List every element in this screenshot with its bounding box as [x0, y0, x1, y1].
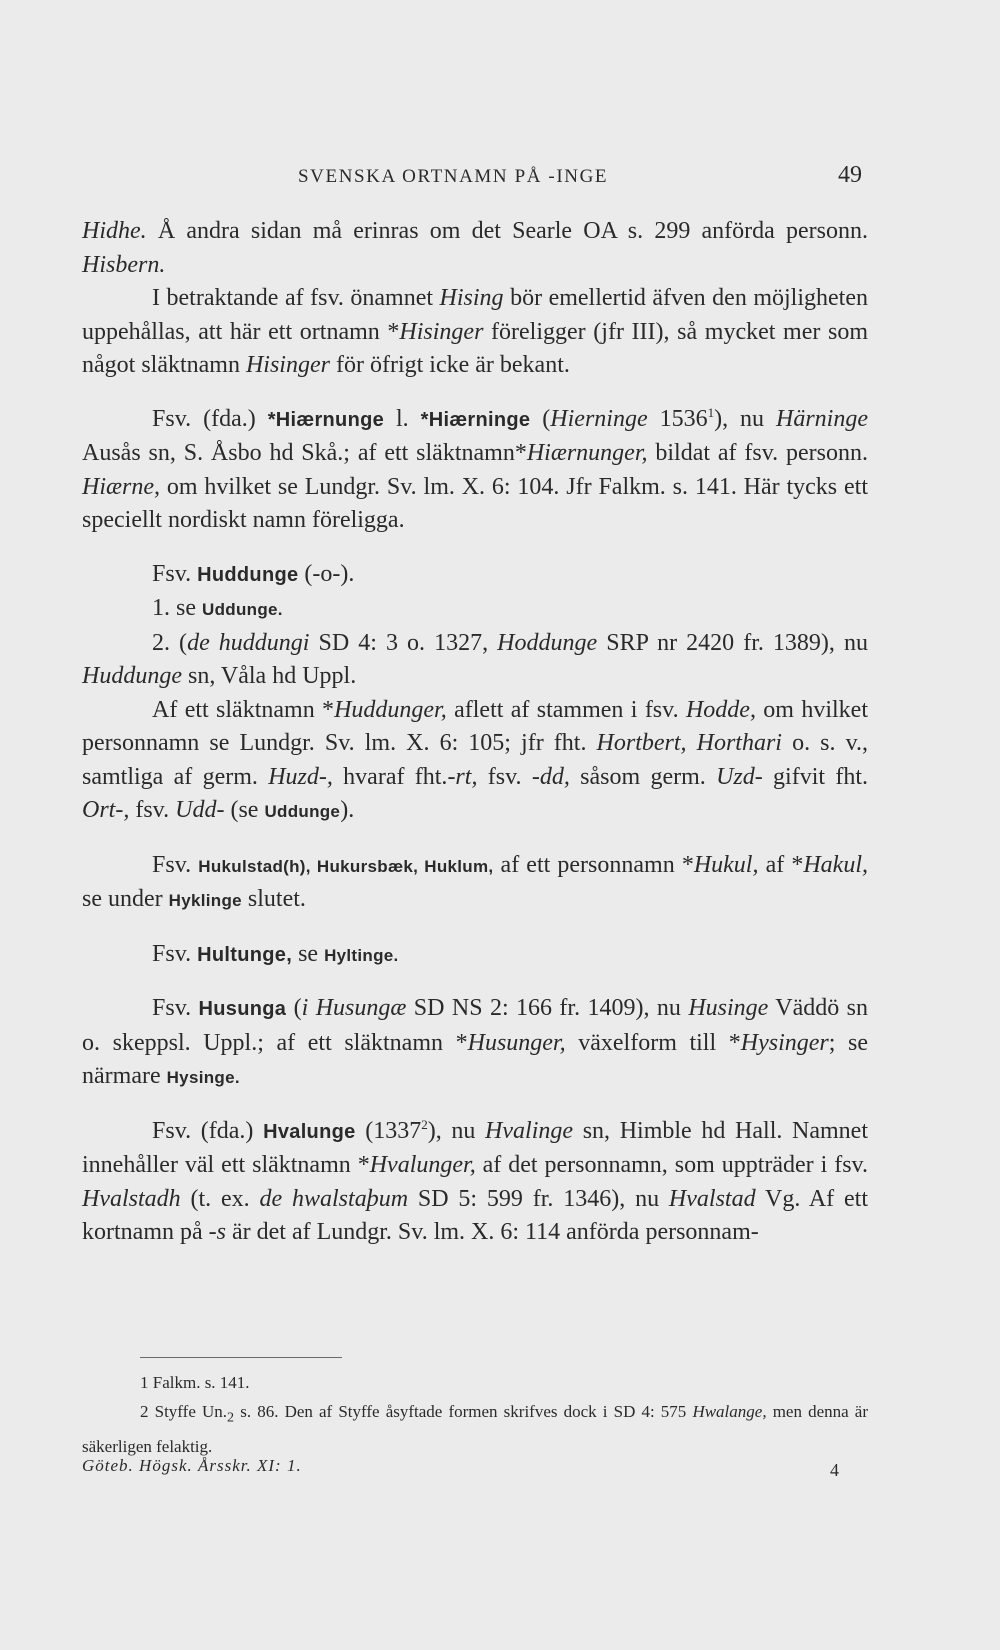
italic-term: Hysinger — [740, 1029, 829, 1056]
text-run: ; se närmare — [82, 1029, 869, 1089]
footnote-ref[interactable]: 1 — [707, 404, 715, 420]
text-run: (-o-). — [298, 560, 355, 587]
text-run: s. 86. Den af Styffe åsyftade formen skrifves dock i SD 4: 575 — [234, 1402, 693, 1421]
text-run: Fsv. — [152, 995, 199, 1021]
page-number: 49 — [838, 162, 862, 188]
entry-huddunge-2 — [82, 627, 868, 694]
paragraph-hising — [82, 282, 868, 383]
text-run: af ett personnamn * — [493, 851, 694, 878]
italic-term: de hwalstaþum — [259, 1185, 409, 1212]
text-run: för öfrigt icke är bekant. — [329, 352, 570, 378]
text-run: ( — [286, 995, 302, 1021]
footnote-rule — [140, 1357, 342, 1358]
text-run: (1337 — [355, 1117, 422, 1144]
footnotes — [82, 1368, 868, 1461]
italic-term: Hortbert, Horthari — [596, 730, 782, 756]
text-run: Vg. Af ett kortnamn på — [82, 1185, 869, 1245]
cross-reference: Hysinge. — [166, 1068, 240, 1087]
text-run: ( — [530, 405, 551, 432]
entry-hvalunge — [82, 1115, 868, 1250]
headword: Huddunge — [197, 563, 299, 586]
italic-term: Hvalstad — [668, 1185, 756, 1212]
footnote-ref[interactable]: 2 — [421, 1116, 428, 1132]
italic-term: Uzd- — [716, 763, 763, 790]
headword: Hultunge, — [197, 943, 293, 966]
footnote-2 — [82, 1397, 868, 1461]
printer-signature: Göteb. Högsk. Årsskr. XI: 1. — [82, 1456, 302, 1475]
italic-term: Ort-, — [82, 797, 130, 823]
italic-term: Husunger, — [467, 1029, 566, 1056]
italic-term: i Husungæ — [301, 995, 407, 1021]
entry-hukulstad — [82, 849, 868, 918]
cross-reference: Hyltinge. — [324, 945, 399, 965]
text-run: bildat af fsv. personn. — [647, 440, 868, 466]
text-run: Af ett släktnamn * — [152, 696, 335, 723]
text-run: bör emellertid äfven den möjligheten uppehållas, att här ett ortnamn * — [82, 285, 868, 345]
text-run: Fsv. — [152, 851, 199, 878]
italic-term: Hvalstadh — [82, 1185, 181, 1212]
text-run: Väddö sn o. skeppsl. Uppl.; af ett släktnamn * — [82, 995, 869, 1056]
headword: Hvalunge — [263, 1120, 356, 1143]
text-run: SD 4: 3 o. 1327, — [309, 629, 498, 656]
text-run: fsv. — [477, 763, 532, 790]
body-text — [82, 215, 868, 1250]
italic-term: Hiærnunger, — [526, 440, 648, 466]
headword: Husunga — [198, 998, 287, 1020]
running-head: SVENSKA ORTNAMN PÅ -INGE — [298, 166, 609, 187]
entry-huddunge — [82, 558, 868, 593]
page-header — [0, 162, 1000, 202]
italic-term: Hukul, — [693, 851, 759, 878]
signature-number: 4 — [830, 1460, 839, 1480]
text-run: om hvilket personnamn se Lundgr. Sv. lm. X. 6: 105; jfr fht. — [82, 696, 868, 756]
text-run: SRP nr 2420 fr. 1389), nu — [597, 629, 868, 656]
entry-hultunge — [82, 938, 868, 973]
text-run: SD NS 2: 166 fr. 1409), nu — [406, 995, 689, 1021]
italic-term: -s — [208, 1219, 226, 1245]
italic-term: Hwalange, — [692, 1402, 767, 1421]
headword: *Hiærnunge — [267, 408, 385, 431]
italic-term: Hidhe. — [82, 218, 147, 244]
italic-term: Hising — [439, 285, 504, 311]
text-run: 1536 — [647, 405, 708, 432]
italic-term: Hiærne, — [82, 473, 160, 500]
text-run: ), nu — [427, 1117, 486, 1144]
cross-reference: Hyklinge — [168, 891, 242, 910]
italic-term: Hvalinge — [485, 1117, 574, 1144]
italic-term: Huddunger, — [334, 696, 447, 723]
italic-term: Hisinger — [245, 352, 330, 378]
italic-term: Husinge — [688, 995, 769, 1021]
italic-term: Hisbern. — [82, 251, 166, 278]
text-run: men denna är säkerligen felaktig. — [82, 1402, 869, 1457]
text-run: om hvilket se Lundgr. Sv. lm. X. 6: 104. Jfr Falkm. s. 141. Här tycks ett speciellt nordiskt namn föreligga. — [82, 473, 868, 533]
italic-term: Härninge — [776, 405, 868, 432]
italic-term: Udd- — [175, 797, 225, 823]
entry-hiaernunge — [82, 403, 868, 538]
text-run: ). — [340, 797, 355, 823]
paragraph-hidhe — [82, 215, 868, 282]
cross-reference: Uddunge — [264, 802, 341, 821]
italic-term: Huddunge — [82, 663, 182, 689]
text-run: hvaraf fht. — [332, 763, 448, 790]
text-run: sn, Himble hd Hall. Namnet innehåller väl ett släktnamn * — [82, 1117, 869, 1178]
text-run: 2 Styffe Un. — [140, 1402, 228, 1421]
italic-term: Hvalunger, — [369, 1152, 476, 1178]
entry-huddunge-1 — [82, 592, 868, 627]
text-run: gifvit fht. — [762, 763, 869, 790]
text-run: slutet. — [241, 886, 306, 912]
text-run: Fsv. (fda.) — [152, 405, 268, 432]
paragraph-huddunger — [82, 694, 868, 829]
cross-reference: Uddunge. — [202, 600, 283, 619]
text-run: se under — [82, 886, 169, 912]
text-run: Fsv. — [152, 560, 198, 587]
text-run: af * — [758, 851, 804, 878]
text-run: sn, Våla hd Uppl. — [181, 663, 357, 689]
text-run: föreligger (jfr III), så mycket mer som något släktnamn — [82, 318, 869, 378]
text-run: 1. se — [152, 595, 202, 621]
text-run: (t. ex. — [180, 1185, 260, 1212]
italic-term: Hierninge — [550, 405, 648, 432]
headword: *Hiærninge — [420, 408, 531, 431]
headword: Hukulstad(h), Hukursbæk, Huklum, — [198, 856, 494, 876]
text-run: I betraktande af fsv. önamnet — [152, 285, 440, 311]
text-run: Fsv. — [152, 940, 198, 967]
text-run: (se — [224, 797, 265, 823]
italic-term: Hodde, — [685, 696, 756, 723]
text-run: växelform till * — [565, 1029, 741, 1056]
entry-husunga — [82, 992, 868, 1095]
page-footer — [0, 1456, 1000, 1486]
text-run: aflett af stammen i fsv. — [446, 696, 686, 723]
italic-term: Hisinger — [399, 318, 484, 345]
italic-term: -dd, — [531, 763, 570, 790]
text-run: Å andra sidan må erinras om det Searle OA s. 299 anförda personn. — [146, 218, 868, 244]
italic-term: de huddungi — [187, 629, 310, 656]
italic-term: Hoddunge — [497, 629, 598, 656]
italic-term: Huzd-, — [268, 763, 333, 790]
text-run: Fsv. (fda.) — [152, 1117, 264, 1144]
italic-term: -rt, — [447, 763, 478, 790]
subscript: 2 — [227, 1409, 235, 1426]
text-run: 2. ( — [152, 629, 188, 656]
text-run: fsv. — [129, 797, 176, 823]
text-run: är det af Lundgr. Sv. lm. X. 6: 114 anförda personnam- — [225, 1219, 759, 1245]
text-run: såsom germ. — [569, 763, 717, 790]
italic-term: Hakul, — [803, 851, 868, 878]
text-run: se — [292, 940, 325, 967]
text-run: SD 5: 599 fr. 1346), nu — [408, 1185, 669, 1212]
text-run: o. s. v., samtliga af germ. — [82, 730, 869, 790]
text-run: af det personnamn, som uppträder i fsv. — [475, 1152, 868, 1178]
footnote-1: 1 Falkm. s. 141. — [140, 1373, 250, 1392]
text-run: Ausås sn, S. Åsbo hd Skå.; af ett släktnamn* — [82, 440, 527, 466]
text-run: l. — [384, 405, 421, 432]
text-run: ), nu — [714, 405, 776, 432]
